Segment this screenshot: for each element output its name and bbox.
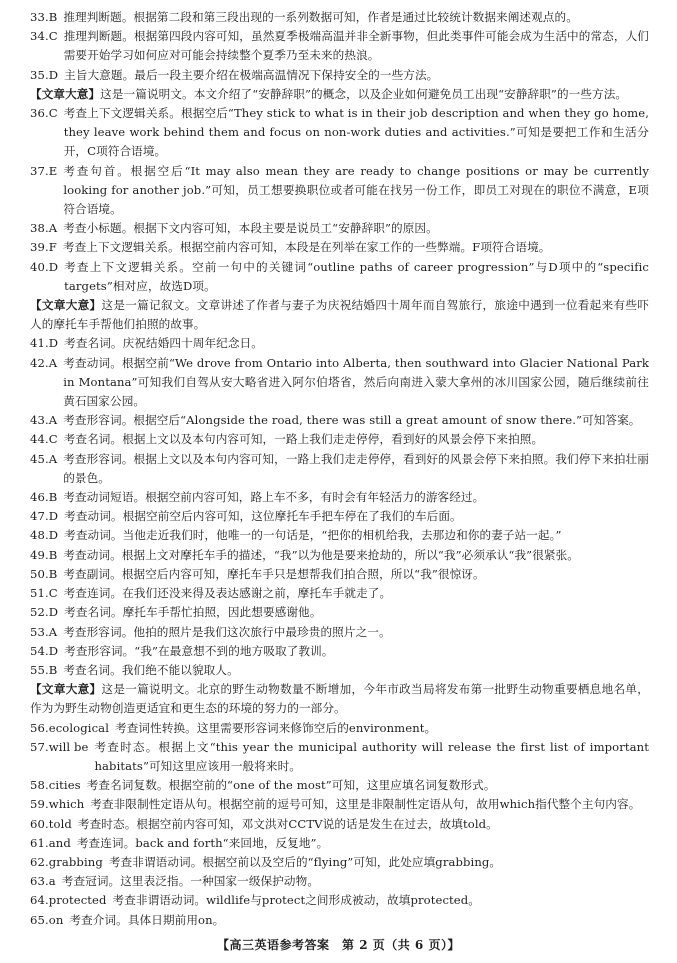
answer-item — [30, 488, 649, 507]
answer-item — [30, 507, 649, 526]
answer-explanation: 考查名词。摩托车手帮忙拍照，因此想要感谢他。 — [64, 605, 322, 620]
summary-text: 这是一篇说明文。本文介绍了“安静辞职”的概念，以及企业如何避免员工出现“安静辞职”的一些方法。 — [100, 86, 628, 101]
answer-number: 44.C — [30, 432, 58, 447]
answer-explanation: 考查动词。根据空前空后内容可知，这位摩托车手把车停在了我们的车后面。 — [64, 509, 462, 524]
answer-number: 41.D — [30, 336, 59, 351]
answer-item — [30, 834, 649, 853]
answer-explanation: 考查连词。back and forth“来回地，反复地”。 — [76, 835, 329, 850]
answer-number: 61.and — [30, 835, 71, 850]
summary-text: 这是一篇说明文。北京的野生动物数量不断增加，今年市政当局将发布第一批野生动物重要栖息地名单，作为为野生动物创造更适宜和更生态的环境的努力的一部分。 — [30, 682, 649, 716]
answer-number: 57.will be — [30, 739, 89, 754]
answer-explanation: 考查非谓语动词。根据空前以及空后的“flying”可知，此处应填grabbing。 — [108, 854, 502, 869]
answer-item — [30, 411, 649, 430]
answer-explanation: 考查形容词。他拍的照片是我们这次旅行中最珍贵的照片之一。 — [63, 624, 391, 639]
answer-item — [30, 911, 649, 930]
answer-number: 34.C — [30, 29, 58, 44]
answer-explanation: 考查非谓语动词。wildlife与protect之间形成被动，故填protected。 — [112, 893, 480, 908]
answer-explanation: 考查连词。在我们还没来得及表达感谢之前，摩托车手就走了。 — [63, 586, 392, 601]
answer-number: 60.told — [30, 816, 72, 831]
answer-item — [30, 66, 649, 85]
answer-number: 37.E — [30, 163, 58, 178]
answer-item — [30, 853, 649, 872]
answer-explanation: 考查动词。根据上文对摩托车手的描述，“我”以为他是要来抢劫的，所以“我”必须承认“我”很紧张。 — [63, 547, 579, 562]
answer-number: 45.A — [30, 451, 58, 466]
answer-number: 38.A — [30, 221, 58, 236]
answer-item — [30, 450, 649, 488]
answer-number: 52.D — [30, 605, 59, 620]
article-summary — [30, 85, 649, 104]
answer-explanation: 考查动词。当他走近我们时，他唯一的一句话是，“把你的相机给我，去那边和你的妻子站一起。” — [64, 528, 562, 543]
answer-number: 63.a — [30, 874, 56, 889]
answer-item — [30, 258, 649, 296]
answer-explanation: 考查上下文逻辑关系。根据空前内容可知，本段是在列举在家工作的一些弊端。F项符合语境。 — [62, 240, 551, 255]
answer-explanation: 考查小标题。根据下文内容可知，本段主要是说员工“安静辞职”的原因。 — [63, 221, 438, 236]
answer-explanation: 考查形容词。根据上文以及本句内容可知，一路上我们走走停停，看到好的风景会停下来拍照。我们停下来拍壮丽的景色。 — [63, 451, 649, 485]
article-summary — [30, 296, 649, 334]
answer-number: 40.D — [30, 259, 59, 274]
article-summary — [30, 680, 649, 718]
answer-explanation: 考查上下文逻辑关系。根据空后“They stick to what is in their job description and when they go home, they leave work behind them and focus on non-work duties and activities.”可知是要把工作和生活分开，C项符合语境。 — [63, 106, 649, 159]
answer-explanation: 考查名词。根据上文以及本句内容可知，一路上我们走走停停，看到好的风景会停下来拍照。 — [63, 432, 544, 447]
answer-explanation: 考查名词。庆祝结婚四十周年纪念日。 — [64, 336, 263, 351]
answer-number: 65.on — [30, 912, 64, 927]
summary-tag: 【文章大意】 — [30, 682, 102, 697]
answer-number: 47.D — [30, 509, 59, 524]
answer-number: 48.D — [30, 528, 59, 543]
answer-explanation: 考查上下文逻辑关系。空前一句中的关键词“outline paths of career progression”与D项中的“specific targets”相对应，故选D项。 — [64, 259, 649, 293]
answer-explanation: 考查介词。具体日期前用on。 — [69, 912, 225, 927]
answer-item — [30, 565, 649, 584]
answer-number: 64.protected — [30, 893, 107, 908]
answer-item — [30, 815, 649, 834]
answer-item — [30, 584, 649, 603]
answer-item — [30, 661, 649, 680]
answer-number: 51.C — [30, 586, 58, 601]
answer-item — [30, 104, 649, 162]
answer-item — [30, 238, 649, 257]
answer-item — [30, 162, 649, 220]
answer-explanation: 考查动词。根据空前“We drove from Ontario into Alberta, then southward into Glacier National Park in Montana”可知我们自驾从安大略省进入阿尔伯塔省，然后向南进入蒙大拿州的冰川国家公园，随后继续前往黄石国家公园。 — [63, 355, 649, 409]
answer-number: 46.B — [30, 490, 58, 505]
answer-number: 50.B — [30, 566, 58, 581]
answer-item — [30, 430, 649, 449]
answer-explanation: 考查冠词。这里表泛指。一种国家一级保护动物。 — [61, 874, 320, 889]
answer-item — [30, 795, 649, 814]
answer-explanation: 推理判断题。根据第二段和第三段出现的一系列数据可知，作者是通过比较统计数据来阐述观点的。 — [63, 10, 578, 24]
summary-tag: 【文章大意】 — [30, 86, 101, 101]
answer-number: 36.C — [30, 106, 58, 121]
answer-explanation: 考查动词短语。根据空前内容可知，路上车不多，有时会有年轻活力的游客经过。 — [63, 490, 485, 505]
summary-tag: 【文章大意】 — [30, 298, 102, 313]
answer-item — [30, 738, 649, 776]
answer-explanation: 考查副词。根据空后内容可知，摩托车手只是想帮我们拍合照，所以“我”很惊讶。 — [63, 566, 485, 581]
answer-item — [30, 719, 649, 738]
answer-number: 42.A — [30, 355, 58, 370]
answer-number: 54.D — [30, 643, 59, 658]
answer-item — [30, 526, 649, 545]
answer-number: 53.A — [30, 624, 58, 639]
answer-item — [30, 546, 649, 565]
answer-item — [30, 642, 649, 661]
answer-item — [30, 623, 649, 642]
answer-key-content — [30, 8, 649, 930]
answer-number: 43.A — [30, 413, 58, 428]
answer-explanation: 考查句首。根据空后“It may also mean they are ready to change positions or may be currently looking for another job.”可知，员工想要换职位或者可能在找另一份工作，即员工对现在的职位不满意，E项符合语境。 — [63, 163, 649, 217]
answer-number: 59.which — [30, 797, 85, 812]
answer-item — [30, 891, 649, 910]
answer-number: 33.B — [30, 10, 58, 24]
answer-explanation: 考查名词复数。根据空前的“one of the most”可知，这里应填名词复数形式。 — [86, 778, 496, 793]
answer-number: 56.ecological — [30, 720, 110, 735]
answer-explanation: 考查名词。我们绝不能以貌取人。 — [63, 662, 239, 677]
answer-item — [30, 776, 649, 795]
answer-number: 35.D — [30, 67, 59, 82]
answer-explanation: 考查形容词。“我”在最意想不到的地方吸取了教训。 — [64, 643, 334, 658]
answer-item — [30, 8, 649, 27]
answer-explanation: 考查非限制性定语从句。根据空前的逗号可知，这里是非限制性定语从句，故用which指代整个主句内容。 — [90, 797, 641, 812]
answer-explanation: 考查形容词。根据空后“Alongside the road, there was still a great amount of snow there.”可知答案。 — [63, 413, 641, 428]
page-footer: 【高三英语参考答案 第 2 页（共 6 页）】 — [217, 938, 460, 952]
answer-item — [30, 872, 649, 891]
answer-number: 49.B — [30, 547, 58, 562]
answer-item — [30, 603, 649, 622]
answer-item — [30, 354, 649, 412]
answer-explanation: 考查时态。根据空前内容可知，邓文洪对CCTV说的话是发生在过去，故填told。 — [77, 816, 498, 831]
answer-explanation: 推理判断题。根据第四段内容可知，虽然夏季极端高温并非全新事物，但此类事件可能会成为生活中的常态，人们需要开始学习如何应对可能会持续整个夏季乃至未来的热浪。 — [63, 29, 649, 63]
answer-number: 58.cities — [30, 778, 81, 793]
answer-explanation: 主旨大意题。最后一段主要介绍在极端高温情况下保持安全的一些方法。 — [64, 67, 439, 82]
summary-text: 这是一篇记叙文。文章讲述了作者与妻子为庆祝结婚四十周年而自驾旅行，旅途中遇到一位看起来有些吓人的摩托车手帮他们拍照的故事。 — [30, 298, 649, 332]
answer-explanation: 考查时态。根据上文“this year the municipal authority will release the first list of important habitats”可知这里应该用一般将来时。 — [94, 739, 649, 773]
answer-item — [30, 219, 649, 238]
answer-number: 55.B — [30, 662, 58, 677]
answer-number: 62.grabbing — [30, 854, 103, 869]
answer-explanation: 考查词性转换。这里需要形容词来修饰空后的environment。 — [115, 720, 437, 735]
answer-number: 39.F — [30, 240, 57, 255]
answer-item — [30, 334, 649, 353]
answer-item — [30, 27, 649, 65]
